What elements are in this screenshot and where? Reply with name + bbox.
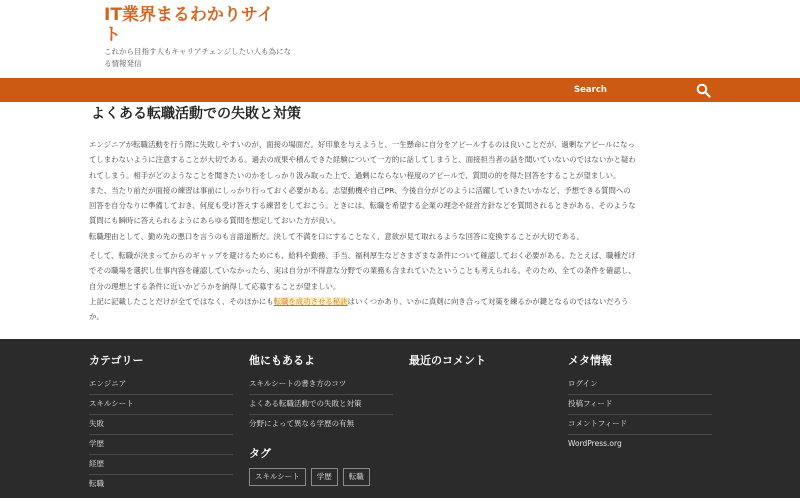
tag-link[interactable]: 転職 [343, 468, 370, 486]
text-line [89, 294, 719, 309]
post-link[interactable]: スキルシートの書き方のコツ [249, 375, 393, 395]
category-link[interactable]: 学歴 [89, 435, 233, 455]
navigation-bar [0, 78, 800, 102]
categories-title: カテゴリー [89, 354, 144, 367]
paragraph-1 [89, 137, 719, 244]
text-line: 自分の理想とする条件に近いかどうかを納得して応募することが望ましい。 [89, 281, 341, 291]
meta-widget [568, 353, 712, 454]
text-line: 質問にも瞬時に答えられるようにあらゆる質問を想定しておいた方が良い。 [89, 216, 341, 226]
site-header [0, 0, 800, 78]
recent-comments-widget [409, 353, 553, 375]
more-posts-title: 他にもあるよ [249, 354, 315, 367]
recent-comments-title: 最近のコメント [409, 354, 486, 367]
text-segment: 上記に記載したことだけが全てではなく、そのほかにも [89, 296, 274, 306]
post-title: よくある転職活動での失敗と対策 [91, 106, 301, 122]
site-footer [0, 339, 800, 498]
meta-link[interactable]: 投稿フィード [568, 395, 712, 415]
text-line: また、当たり前だが面接の練習は事前にしっかり行っておく必要がある。志望動機や自己PR、今後自分がどのように活躍していきたいかなど、予想できる質問への [89, 185, 631, 195]
tag-cloud [249, 468, 393, 486]
post-link[interactable]: 分野によって異なる学歴の有無 [249, 419, 354, 428]
text-line: 回答を自分なりに準備しておき、何度も受け答えする練習をしておこう。ときには、転職を希望する企業の理念や経営方針などを質問されるときがある、そのような [89, 201, 636, 211]
meta-link[interactable]: コメントフィード [568, 415, 712, 435]
more-posts-widget [249, 353, 393, 486]
search-icon[interactable] [696, 83, 711, 98]
text-line: 転職理由として、勤め先の悪口を言うのも言語道断だ。決して不満を口にすることなく、意欲が見て取れるような回答に変換することが大切である。 [89, 231, 584, 241]
meta-link[interactable]: ログイン [568, 375, 712, 395]
text-line: エンジニアが転職活動を行う際に失敗しやすいのが、面接の場面だ。好印象を与えようと、一生懸命に自分をアピールするのは良いことだが、過剰なアピールになっ [89, 140, 635, 149]
site-description: これから目指す人もキャリアチェンジしたい人も為になる情報発信 [104, 47, 292, 68]
tag-link[interactable]: 学歴 [311, 468, 338, 486]
text-line: か。 [89, 312, 104, 322]
paragraph-2 [89, 248, 719, 324]
category-link[interactable]: スキルシート [89, 395, 233, 415]
text-line: れてしまう。相手がどのようなことを聞きたいのかをしっかり汲み取った上で、過剰にならない程度のアピールで、質問の的を得た回答をすることが望ましい。 [89, 170, 621, 180]
tags-title: タグ [249, 447, 271, 460]
tag-link[interactable]: スキルシート [249, 468, 306, 486]
site-title[interactable]: IT業界まるわかりサイト [104, 5, 274, 45]
categories-widget [89, 353, 233, 494]
meta-link[interactable]: WordPress.org [568, 439, 622, 448]
text-segment: はいくつかあり、いかに真剣に向き合って対策を練るかが鍵となるのではないだろう [347, 296, 629, 306]
post-link[interactable]: よくある転職活動での失敗と対策 [249, 395, 393, 415]
text-line: てしまわないように注意することが大切である。過去の成果や積んできた経験について一方的に話してしまうと、面接担当者の話を聞いていないのではないかと疑わ [89, 155, 636, 165]
post-content [89, 137, 719, 325]
category-link[interactable]: 経歴 [89, 455, 233, 475]
success-secret-link[interactable]: 転職を成功させる秘訣 [273, 296, 348, 306]
meta-title: メタ情報 [568, 354, 612, 367]
category-link[interactable]: エンジニア [89, 375, 233, 395]
text-line: でその職場を選択し仕事内容を確認していなかったら、実は自分が不得意な分野での業務も含まれていたということも考えられる。そのため、全ての条件を確認し、 [89, 266, 636, 276]
category-link[interactable]: 転職 [89, 479, 104, 488]
text-line: そして、転職が決まってからのギャップを避けるためにも、給料や勤務、手当、福利厚生などさまざまな条件について確認しておく必要がある。たとえば、職種だけ [89, 251, 636, 261]
search-input[interactable]: Search [574, 85, 607, 95]
category-link[interactable]: 失敗 [89, 415, 233, 435]
